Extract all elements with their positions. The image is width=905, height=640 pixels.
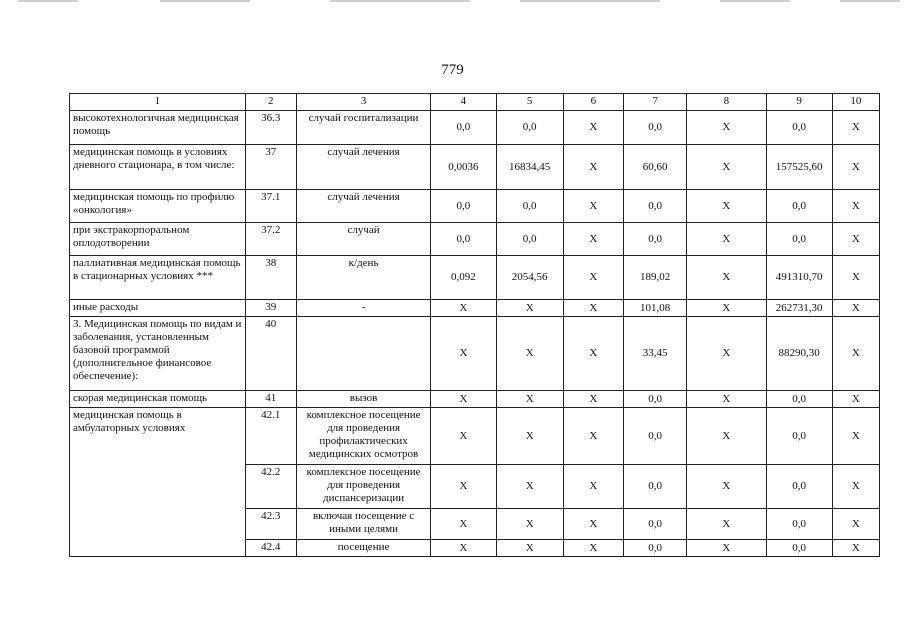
cell-col9: 0,0: [766, 223, 832, 256]
header-row: [70, 94, 880, 111]
cell-col8: Х: [687, 145, 766, 190]
header-cell: 3: [296, 94, 430, 111]
cell-col9: 0,0: [766, 540, 832, 557]
cell-col8: Х: [687, 223, 766, 256]
cell-col9: 0,0: [766, 408, 832, 465]
row-description: 3. Медицинская помощь по видам и заболевания, установленным базовой программой (дополнительное финансовое обеспечение):: [70, 317, 246, 391]
cell-col4: Х: [431, 408, 496, 465]
cell-col10: Х: [832, 111, 879, 145]
cell-col9: 0,0: [766, 509, 832, 540]
row-description: [70, 465, 246, 509]
cell-col7: 33,45: [624, 317, 687, 391]
cell-col9: 0,0: [766, 465, 832, 509]
table-row: [70, 391, 880, 408]
row-unit: случай лечения: [296, 145, 430, 190]
scan-edge-line: [720, 0, 790, 2]
cell-col9: 88290,30: [766, 317, 832, 391]
table-row: [70, 145, 880, 190]
cell-col7: 0,0: [624, 509, 687, 540]
row-unit: -: [296, 300, 430, 317]
table-row: [70, 190, 880, 223]
cell-col6: Х: [563, 256, 623, 300]
cell-col6: Х: [563, 408, 623, 465]
table-row: [70, 465, 880, 509]
scan-edge-line: [840, 0, 900, 2]
table-row: [70, 540, 880, 557]
cell-col7: 60,60: [624, 145, 687, 190]
cell-col5: Х: [496, 540, 563, 557]
row-unit: посещение: [296, 540, 430, 557]
scan-edge-line: [520, 0, 660, 2]
cell-col10: Х: [832, 408, 879, 465]
cell-col7: 0,0: [624, 465, 687, 509]
header-cell: 9: [766, 94, 832, 111]
row-code: 37.1: [245, 190, 296, 223]
table-row: [70, 317, 880, 391]
row-description: медицинская помощь в условиях дневного стационара, в том числе:: [70, 145, 246, 190]
cell-col5: 16834,45: [496, 145, 563, 190]
row-description: высокотехнологичная медицинская помощь: [70, 111, 246, 145]
cell-col10: Х: [832, 300, 879, 317]
cell-col4: 0,0: [431, 190, 496, 223]
row-code: 36.3: [245, 111, 296, 145]
cell-col8: Х: [687, 190, 766, 223]
row-code: 37: [245, 145, 296, 190]
cell-col6: Х: [563, 465, 623, 509]
table-row: [70, 256, 880, 300]
cell-col6: Х: [563, 300, 623, 317]
cell-col10: Х: [832, 465, 879, 509]
cell-col10: Х: [832, 190, 879, 223]
row-code: 42.1: [245, 408, 296, 465]
row-unit: случай лечения: [296, 190, 430, 223]
cell-col5: 0,0: [496, 190, 563, 223]
table-row: [70, 509, 880, 540]
cell-col9: 157525,60: [766, 145, 832, 190]
cell-col6: Х: [563, 190, 623, 223]
cell-col7: 0,0: [624, 408, 687, 465]
row-unit: случай госпитализации: [296, 111, 430, 145]
row-description: скорая медицинская помощь: [70, 391, 246, 408]
cell-col9: 0,0: [766, 391, 832, 408]
cell-col8: Х: [687, 540, 766, 557]
cell-col6: Х: [563, 540, 623, 557]
row-unit: комплексное посещение для проведения профилактических медицинских осмотров: [296, 408, 430, 465]
cell-col6: Х: [563, 145, 623, 190]
cell-col7: 101,08: [624, 300, 687, 317]
row-description: [70, 509, 246, 540]
cell-col7: 0,0: [624, 111, 687, 145]
cell-col10: Х: [832, 391, 879, 408]
row-unit: включая посещение с иными целями: [296, 509, 430, 540]
cell-col5: Х: [496, 408, 563, 465]
cell-col4: Х: [431, 317, 496, 391]
row-description: медицинская помощь по профилю «онкология»: [70, 190, 246, 223]
cell-col5: Х: [496, 509, 563, 540]
header-cell: 7: [624, 94, 687, 111]
row-code: 40: [245, 317, 296, 391]
cell-col7: 0,0: [624, 190, 687, 223]
cell-col7: 189,02: [624, 256, 687, 300]
cell-col5: Х: [496, 391, 563, 408]
cell-col8: Х: [687, 317, 766, 391]
cell-col4: Х: [431, 465, 496, 509]
row-description: медицинская помощь в амбулаторных условиях: [70, 408, 246, 465]
cell-col9: 0,0: [766, 190, 832, 223]
row-code: 42.2: [245, 465, 296, 509]
header-cell: 1: [70, 94, 246, 111]
scan-edge-line: [160, 0, 250, 2]
cell-col10: Х: [832, 317, 879, 391]
row-code: 41: [245, 391, 296, 408]
table-row: [70, 408, 880, 465]
row-description: иные расходы: [70, 300, 246, 317]
cell-col10: Х: [832, 509, 879, 540]
cell-col9: 0,0: [766, 111, 832, 145]
cell-col10: Х: [832, 256, 879, 300]
cell-col7: 0,0: [624, 223, 687, 256]
cell-col8: Х: [687, 509, 766, 540]
cell-col10: Х: [832, 540, 879, 557]
row-unit: [296, 317, 430, 391]
cell-col9: 262731,30: [766, 300, 832, 317]
cell-col5: Х: [496, 465, 563, 509]
cell-col5: 2054,56: [496, 256, 563, 300]
header-cell: 10: [832, 94, 879, 111]
table-row: [70, 223, 880, 256]
row-unit: случай: [296, 223, 430, 256]
cell-col4: Х: [431, 391, 496, 408]
header-cell: 6: [563, 94, 623, 111]
cell-col7: 0,0: [624, 391, 687, 408]
cell-col4: 0,0: [431, 223, 496, 256]
row-unit: к/день: [296, 256, 430, 300]
cell-col8: Х: [687, 391, 766, 408]
cell-col4: 0,092: [431, 256, 496, 300]
cell-col4: 0,0036: [431, 145, 496, 190]
cell-col4: Х: [431, 540, 496, 557]
row-code: 39: [245, 300, 296, 317]
cell-col10: Х: [832, 223, 879, 256]
cell-col5: 0,0: [496, 111, 563, 145]
cell-col5: 0,0: [496, 223, 563, 256]
row-unit: комплексное посещение для проведения диспансеризации: [296, 465, 430, 509]
row-code: 38: [245, 256, 296, 300]
scan-edge-line: [18, 0, 78, 2]
header-cell: 2: [245, 94, 296, 111]
header-cell: 4: [431, 94, 496, 111]
cell-col6: Х: [563, 111, 623, 145]
row-unit: вызов: [296, 391, 430, 408]
table-row: [70, 111, 880, 145]
cell-col4: 0,0: [431, 111, 496, 145]
cell-col5: Х: [496, 317, 563, 391]
cell-col4: Х: [431, 300, 496, 317]
cell-col5: Х: [496, 300, 563, 317]
cell-col8: Х: [687, 465, 766, 509]
row-code: 42.3: [245, 509, 296, 540]
header-cell: 8: [687, 94, 766, 111]
cell-col8: Х: [687, 256, 766, 300]
cell-col6: Х: [563, 391, 623, 408]
header-cell: 5: [496, 94, 563, 111]
cell-col6: Х: [563, 317, 623, 391]
row-description: [70, 540, 246, 557]
cell-col9: 491310,70: [766, 256, 832, 300]
cell-col10: Х: [832, 145, 879, 190]
table-row: [70, 300, 880, 317]
scan-edge-line: [330, 0, 470, 2]
row-description: паллиативная медицинская помощь в стационарных условиях ***: [70, 256, 246, 300]
cell-col6: Х: [563, 509, 623, 540]
cell-col8: Х: [687, 300, 766, 317]
cell-col6: Х: [563, 223, 623, 256]
data-table: [69, 93, 880, 557]
row-description: при экстракорпоральном оплодотворении: [70, 223, 246, 256]
cell-col4: Х: [431, 509, 496, 540]
row-code: 37.2: [245, 223, 296, 256]
row-code: 42.4: [245, 540, 296, 557]
page-number: 779: [441, 62, 464, 78]
cell-col8: Х: [687, 408, 766, 465]
cell-col8: Х: [687, 111, 766, 145]
cell-col7: 0,0: [624, 540, 687, 557]
